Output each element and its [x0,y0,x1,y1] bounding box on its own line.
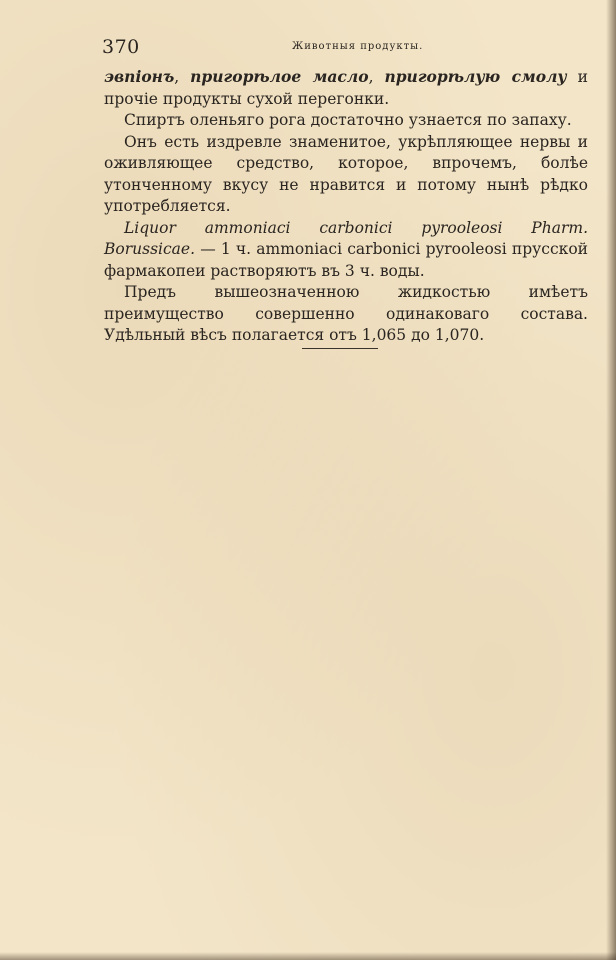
term-burnt-oil: пригорѣлое масло [190,67,369,86]
paragraph-distillation-products [104,66,588,110]
separator: , [368,68,385,86]
running-title: Животныя продукты. [292,41,424,52]
paragraph-rest: и прочіе продукты сухой перегонки. [104,68,588,108]
page-edge-shadow [606,0,616,960]
paragraph-composition: Предъ вышеозначенною жидкостью имѣетъ преимущество совершенно одинаковаго состава. Удѣльный вѣсъ полагается отъ 1,065 до 1,070. [104,283,588,344]
liquor-dash: — [195,240,216,258]
term-eupion: эвпіонъ [104,67,175,86]
section-divider [302,348,378,349]
body-text [104,66,588,347]
paragraph-history: Онъ есть издревле знаменитое, укрѣпляющее нервы и оживляющее средство, которое, впрочемъ, болѣе утонченному вкусу не нравится и потому нынѣ рѣдко употребляется. [104,132,588,215]
separator: , [174,68,191,86]
liquor-body: 1 ч. ammoniaci carbonici pyrooleosi прусской фармакопеи растворяютъ въ 3 ч. воды. [104,240,588,280]
page-number: 370 [102,36,140,58]
liquor-title: Liquor ammoniaci carbonici pyrooleosi Pharm. Borussicae. [104,218,588,258]
term-burnt-resin: пригорѣлую смолу [384,67,567,86]
paragraph-liquor [104,218,588,283]
paragraph-smell: Спиртъ оленьяго рога достаточно узнается по запаху. [124,111,572,129]
page-bottom-shadow [0,952,616,960]
